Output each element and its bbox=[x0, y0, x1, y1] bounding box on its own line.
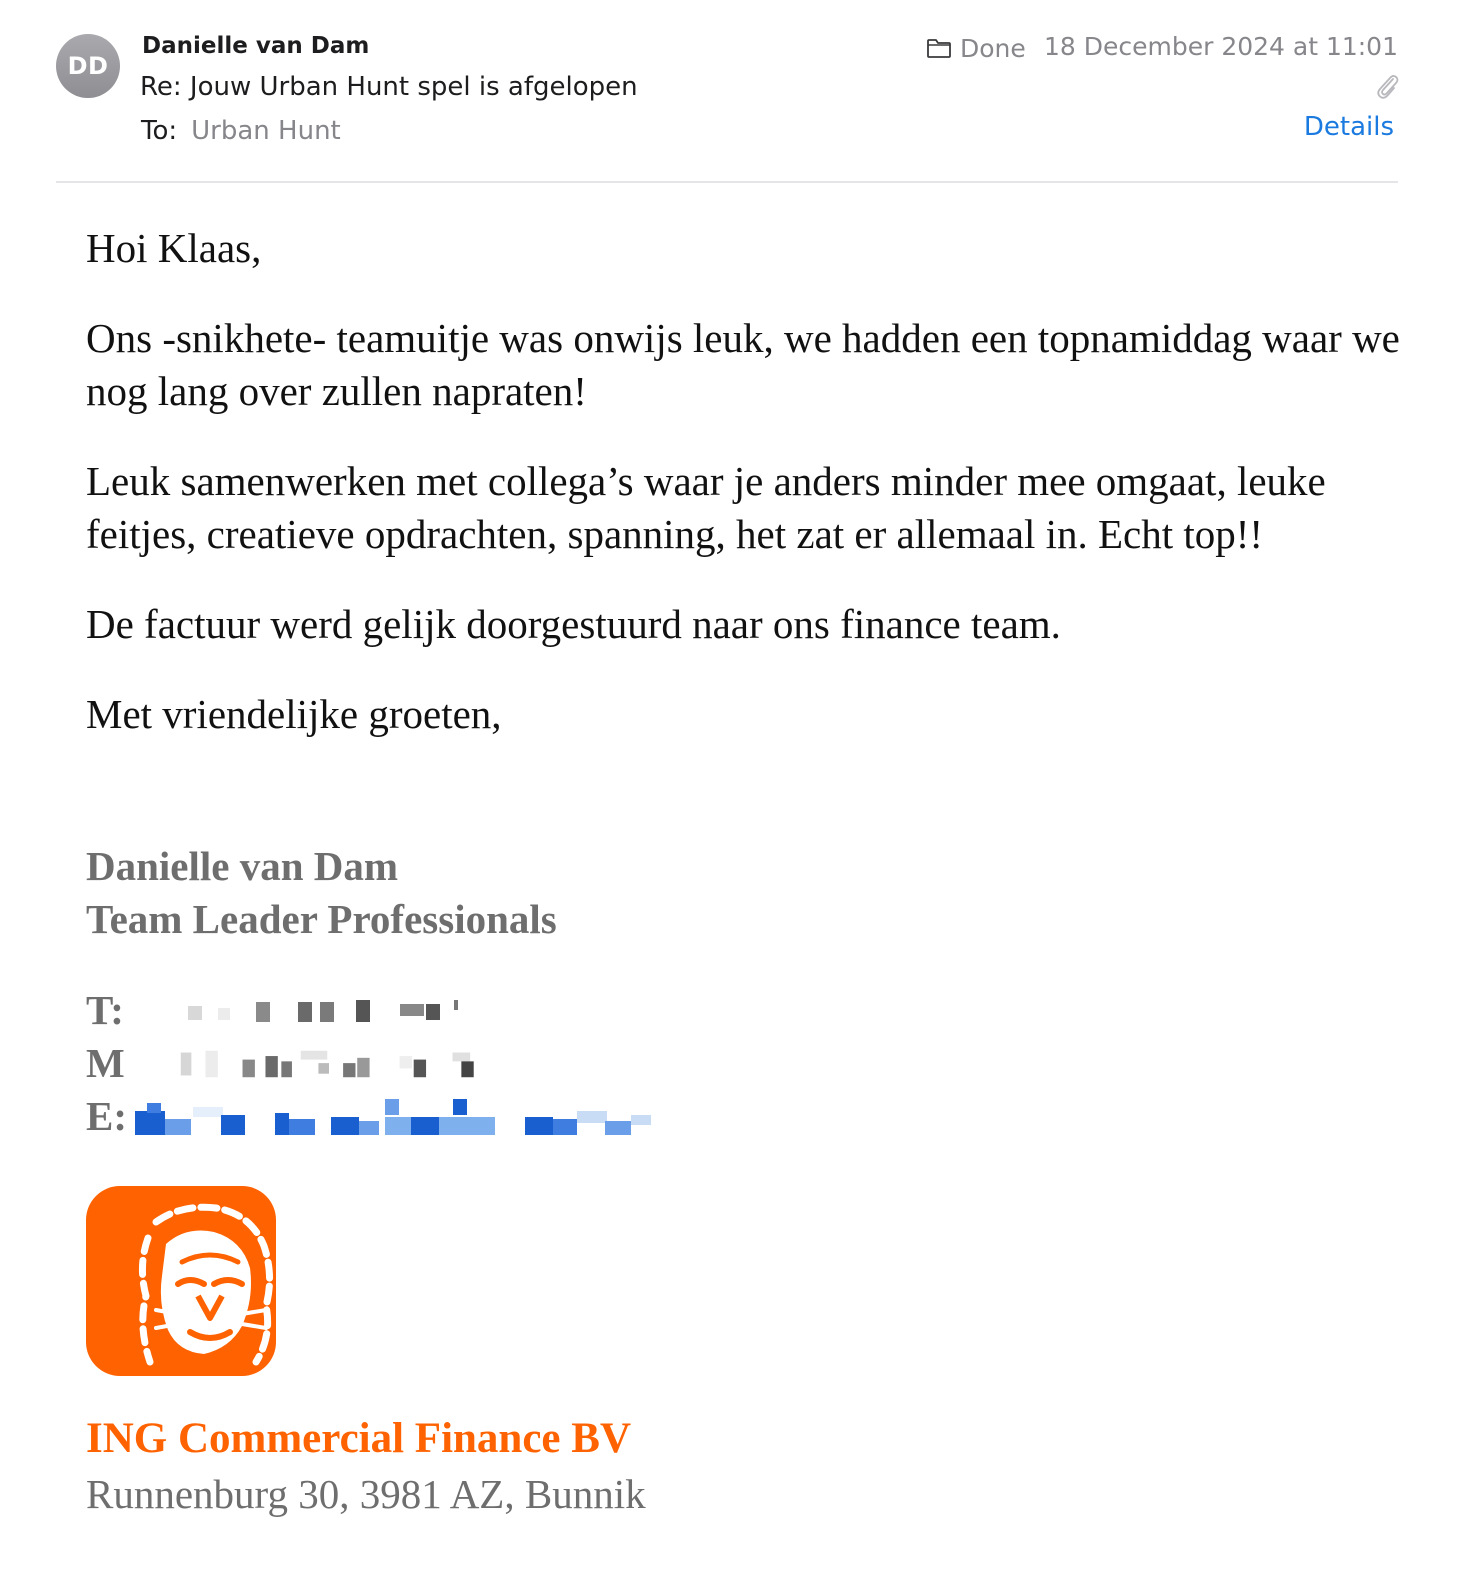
phone-label: T: bbox=[86, 987, 124, 1033]
signature-name-block bbox=[86, 840, 557, 946]
sender-avatar[interactable]: DD bbox=[56, 34, 120, 98]
recipient-row bbox=[141, 116, 341, 146]
body-paragraph: De factuur werd gelijk doorgestuurd naar ons finance team. bbox=[86, 601, 1061, 647]
redacted-email[interactable] bbox=[135, 1097, 655, 1137]
email-row bbox=[86, 1090, 655, 1143]
mailbox-folder[interactable] bbox=[926, 32, 1026, 64]
header-divider bbox=[56, 181, 1398, 183]
ing-lion-logo bbox=[86, 1186, 276, 1376]
company-name: ING Commercial Finance BV bbox=[86, 1415, 631, 1462]
email-body bbox=[86, 222, 1406, 778]
body-paragraph: Leuk samenwerken met collega’s waar je anders minder mee omgaat, leuke feitjes, creatieve opdrachten, spanning, het zat er allemaal in. Echt top!! bbox=[86, 458, 1326, 557]
paperclip-icon[interactable] bbox=[1374, 72, 1400, 100]
email-date: 18 December 2024 at 11:01 bbox=[1043, 32, 1398, 61]
closing: Met vriendelijke groeten, bbox=[86, 691, 502, 737]
signature-contact bbox=[86, 984, 655, 1143]
mobile-row bbox=[86, 1037, 655, 1090]
redacted-phone bbox=[138, 996, 458, 1026]
greeting: Hoi Klaas, bbox=[86, 225, 262, 271]
to-label: To: bbox=[141, 116, 178, 146]
folder-label: Done bbox=[960, 33, 1026, 63]
signature-name: Danielle van Dam bbox=[86, 843, 399, 889]
recipient-name[interactable]: Urban Hunt bbox=[191, 116, 341, 146]
mobile-label: M bbox=[86, 1040, 125, 1086]
email-label: E: bbox=[86, 1093, 127, 1139]
sender-name[interactable]: Danielle van Dam bbox=[142, 33, 370, 59]
email-subject: Re: Jouw Urban Hunt spel is afgelopen bbox=[140, 72, 638, 102]
details-link[interactable]: Details bbox=[1303, 112, 1394, 142]
email-header bbox=[0, 0, 1480, 184]
redacted-mobile bbox=[139, 1049, 519, 1079]
company-address: Runnenburg 30, 3981 AZ, Bunnik bbox=[86, 1471, 646, 1517]
body-paragraph: Ons -snikhete- teamuitje was onwijs leuk, we hadden een topnamiddag waar we nog lang over zullen napraten! bbox=[86, 315, 1400, 414]
signature-role: Team Leader Professionals bbox=[86, 896, 557, 942]
folder-icon bbox=[926, 37, 952, 59]
phone-row bbox=[86, 984, 655, 1037]
